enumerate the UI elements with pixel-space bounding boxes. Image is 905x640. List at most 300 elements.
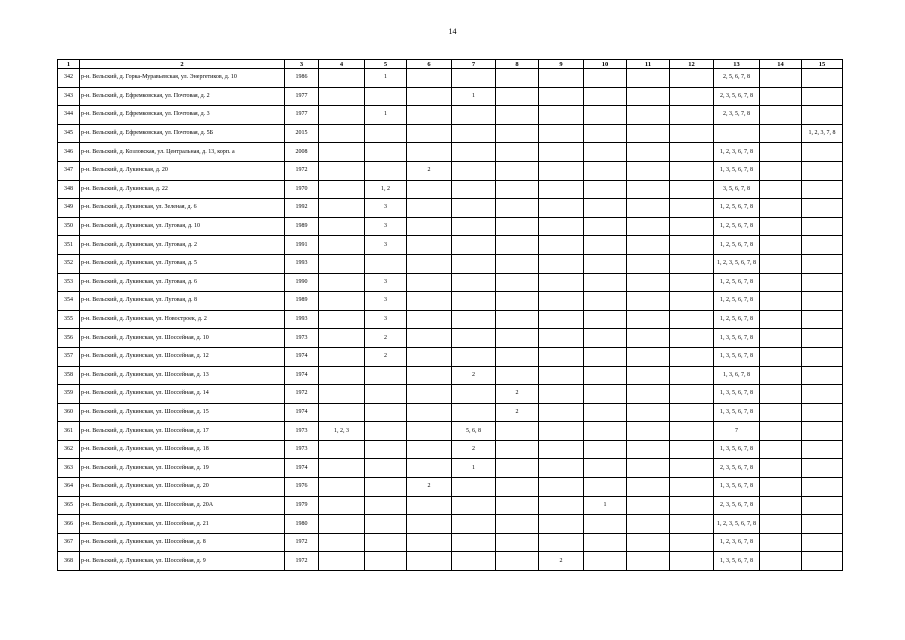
row-number-cell: 366 — [58, 515, 80, 534]
table-cell — [584, 310, 627, 329]
table-cell: 1, 2, 5, 6, 7, 8 — [714, 310, 760, 329]
table-row — [58, 69, 843, 88]
table-cell — [760, 292, 802, 311]
table-cell: 1 — [365, 106, 407, 125]
table-cell — [627, 292, 670, 311]
table-cell: 3 — [365, 292, 407, 311]
table-cell: 1, 3, 6, 7, 8 — [714, 366, 760, 385]
table-cell — [802, 199, 843, 218]
table-cell — [760, 143, 802, 162]
table-cell — [584, 106, 627, 125]
table-cell — [407, 366, 452, 385]
table-cell: 1, 3, 5, 6, 7, 8 — [714, 478, 760, 497]
table-cell: 1 — [452, 87, 496, 106]
table-cell — [760, 403, 802, 422]
table-cell — [539, 440, 584, 459]
row-number-cell: 356 — [58, 329, 80, 348]
table-cell — [319, 106, 365, 125]
column-header: 5 — [365, 60, 407, 69]
table-cell — [407, 552, 452, 571]
table-cell — [365, 161, 407, 180]
table-cell — [452, 403, 496, 422]
table-cell — [452, 254, 496, 273]
row-number-cell: 353 — [58, 273, 80, 292]
table-cell — [496, 180, 539, 199]
table-cell — [496, 143, 539, 162]
table-cell: 1, 2, 5, 6, 7, 8 — [714, 236, 760, 255]
table-cell — [584, 69, 627, 88]
address-cell: р-н. Вельский, д. Лукинская, ул. Новостроек, д. 2 — [80, 310, 285, 329]
table-cell: 2015 — [285, 124, 319, 143]
table-cell — [319, 440, 365, 459]
table-row — [58, 161, 843, 180]
table-cell — [539, 347, 584, 366]
table-cell: 1, 2, 3, 6, 7, 8 — [714, 533, 760, 552]
table-cell: 1, 2, 3, 5, 6, 7, 8 — [714, 254, 760, 273]
table-cell — [539, 385, 584, 404]
table-cell: 1993 — [285, 310, 319, 329]
table-cell — [627, 478, 670, 497]
table-cell: 1976 — [285, 478, 319, 497]
column-header: 2 — [80, 60, 285, 69]
table-cell — [496, 329, 539, 348]
table-cell — [670, 459, 714, 478]
table-cell — [452, 199, 496, 218]
table-cell — [539, 180, 584, 199]
table-cell — [760, 87, 802, 106]
table-cell — [584, 552, 627, 571]
row-number-cell: 357 — [58, 347, 80, 366]
table-cell — [627, 422, 670, 441]
table-cell — [802, 180, 843, 199]
table-cell — [452, 533, 496, 552]
table-cell — [670, 254, 714, 273]
row-number-cell: 364 — [58, 478, 80, 497]
table-row — [58, 440, 843, 459]
table-cell: 1977 — [285, 106, 319, 125]
table-cell — [452, 273, 496, 292]
address-cell: р-н. Вельский, д. Козловская, ул. Центральная, д. 13, корп. а — [80, 143, 285, 162]
table-cell — [584, 180, 627, 199]
table-cell — [627, 515, 670, 534]
table-cell — [365, 422, 407, 441]
column-header: 13 — [714, 60, 760, 69]
table-cell — [365, 403, 407, 422]
table-cell — [584, 366, 627, 385]
table-cell — [452, 347, 496, 366]
table-cell — [539, 478, 584, 497]
table-cell — [539, 329, 584, 348]
table-cell: 3 — [365, 310, 407, 329]
table-cell: 2, 5, 6, 7, 8 — [714, 69, 760, 88]
table-row — [58, 292, 843, 311]
table-cell — [539, 533, 584, 552]
column-header: 6 — [407, 60, 452, 69]
table-cell: 1, 2, 3, 7, 8 — [802, 124, 843, 143]
table-cell — [760, 533, 802, 552]
table-cell — [496, 273, 539, 292]
table-cell — [760, 236, 802, 255]
table-row — [58, 329, 843, 348]
table-cell — [319, 69, 365, 88]
table-row — [58, 459, 843, 478]
table-cell — [670, 329, 714, 348]
table-cell — [670, 347, 714, 366]
table-cell — [760, 440, 802, 459]
table-cell — [539, 161, 584, 180]
table-cell — [365, 366, 407, 385]
table-cell — [407, 459, 452, 478]
table-cell — [452, 515, 496, 534]
table-cell — [319, 310, 365, 329]
table-cell — [802, 459, 843, 478]
address-cell: р-н. Вельский, д. Лукинская, ул. Шоссейная, д. 8 — [80, 533, 285, 552]
table-row — [58, 496, 843, 515]
table-cell — [319, 403, 365, 422]
row-number-cell: 346 — [58, 143, 80, 162]
table-cell — [319, 217, 365, 236]
table-cell: 1973 — [285, 422, 319, 441]
table-cell — [496, 422, 539, 441]
table-cell: 1, 3, 5, 6, 7, 8 — [714, 440, 760, 459]
table-cell: 2 — [496, 385, 539, 404]
table-row — [58, 199, 843, 218]
table-cell — [670, 403, 714, 422]
table-cell: 1989 — [285, 217, 319, 236]
address-cell: р-н. Вельский, д. Ефремковская, ул. Почтовая, д. 3 — [80, 106, 285, 125]
table-cell — [319, 199, 365, 218]
table-cell — [452, 217, 496, 236]
table-cell: 7 — [714, 422, 760, 441]
table-cell — [539, 422, 584, 441]
table-cell — [539, 515, 584, 534]
table-cell: 1974 — [285, 366, 319, 385]
table-cell — [496, 440, 539, 459]
table-cell — [627, 310, 670, 329]
table-body — [58, 69, 843, 571]
table-cell: 1, 2, 3, 6, 7, 8 — [714, 143, 760, 162]
table-cell — [802, 552, 843, 571]
table-cell — [496, 69, 539, 88]
table-row — [58, 106, 843, 125]
table-cell — [627, 217, 670, 236]
table-cell: 2, 3, 5, 6, 7, 8 — [714, 459, 760, 478]
row-number-cell: 354 — [58, 292, 80, 311]
table-row — [58, 180, 843, 199]
table-cell — [496, 106, 539, 125]
column-header: 10 — [584, 60, 627, 69]
table-cell: 1980 — [285, 515, 319, 534]
address-cell: р-н. Вельский, д. Лукинская, ул. Шоссейная, д. 15 — [80, 403, 285, 422]
table-cell — [670, 496, 714, 515]
address-cell: р-н. Вельский, д. Лукинская, ул. Шоссейная, д. 21 — [80, 515, 285, 534]
table-cell — [627, 236, 670, 255]
table-cell — [670, 143, 714, 162]
table-cell — [670, 273, 714, 292]
table-cell — [670, 366, 714, 385]
table-cell: 1 — [584, 496, 627, 515]
table-row — [58, 236, 843, 255]
table-cell: 1991 — [285, 236, 319, 255]
table-cell — [760, 478, 802, 497]
table-cell — [760, 385, 802, 404]
table-cell: 1992 — [285, 199, 319, 218]
row-number-cell: 368 — [58, 552, 80, 571]
address-cell: р-н. Вельский, д. Ефремковская, ул. Почтовая, д. 5Б — [80, 124, 285, 143]
table-cell — [584, 347, 627, 366]
table-cell — [627, 459, 670, 478]
table-cell — [365, 143, 407, 162]
table-cell: 1 — [452, 459, 496, 478]
table-cell — [407, 385, 452, 404]
table-cell — [319, 385, 365, 404]
table-cell: 2 — [407, 478, 452, 497]
table-cell — [802, 515, 843, 534]
column-header: 14 — [760, 60, 802, 69]
table-cell — [319, 273, 365, 292]
table-cell — [539, 106, 584, 125]
table-cell — [407, 69, 452, 88]
table-cell — [319, 292, 365, 311]
table-row — [58, 217, 843, 236]
table-cell: 1, 2, 3 — [319, 422, 365, 441]
table-cell — [802, 478, 843, 497]
table-cell — [802, 87, 843, 106]
table-row — [58, 515, 843, 534]
table-cell — [627, 69, 670, 88]
address-cell: р-н. Вельский, д. Лукинская, ул. Луговая, д. 10 — [80, 217, 285, 236]
table-cell: 1, 2, 3, 5, 6, 7, 8 — [714, 515, 760, 534]
table-cell — [452, 478, 496, 497]
table-cell — [627, 180, 670, 199]
table-cell — [319, 236, 365, 255]
address-cell: р-н. Вельский, д. Лукинская, ул. Шоссейная, д. 19 — [80, 459, 285, 478]
table-row — [58, 552, 843, 571]
table-cell — [584, 161, 627, 180]
table-cell — [584, 292, 627, 311]
table-cell — [584, 533, 627, 552]
table-cell: 2 — [539, 552, 584, 571]
table-cell: 1974 — [285, 347, 319, 366]
address-cell: р-н. Вельский, д. Лукинская, д. 22 — [80, 180, 285, 199]
table-cell — [760, 180, 802, 199]
row-number-cell: 352 — [58, 254, 80, 273]
table-cell: 1, 3, 5, 6, 7, 8 — [714, 161, 760, 180]
table-cell: 3 — [365, 199, 407, 218]
table-cell — [319, 180, 365, 199]
table-cell: 1972 — [285, 552, 319, 571]
table-cell — [407, 143, 452, 162]
column-header: 3 — [285, 60, 319, 69]
table-cell — [496, 459, 539, 478]
table-cell: 1986 — [285, 69, 319, 88]
table-cell — [760, 106, 802, 125]
address-cell: р-н. Вельский, д. Лукинская, ул. Луговая, д. 5 — [80, 254, 285, 273]
table-cell — [365, 478, 407, 497]
table-cell — [452, 310, 496, 329]
table-cell — [496, 496, 539, 515]
table-cell — [584, 254, 627, 273]
table-cell: 1, 2, 5, 6, 7, 8 — [714, 199, 760, 218]
table-cell — [584, 124, 627, 143]
address-cell: р-н. Вельский, д. Лукинская, ул. Шоссейная, д. 12 — [80, 347, 285, 366]
table-cell: 1, 2 — [365, 180, 407, 199]
table-cell — [539, 254, 584, 273]
address-cell: р-н. Вельский, д. Лукинская, ул. Зеленая, д. 6 — [80, 199, 285, 218]
address-cell: р-н. Вельский, д. Лукинская, ул. Шоссейная, д. 20 — [80, 478, 285, 497]
table-cell: 3 — [365, 273, 407, 292]
table-cell — [670, 385, 714, 404]
table-cell — [407, 124, 452, 143]
table-cell — [496, 161, 539, 180]
table-row — [58, 87, 843, 106]
table-cell — [802, 254, 843, 273]
table-cell — [319, 87, 365, 106]
table-cell — [452, 143, 496, 162]
table-cell — [496, 478, 539, 497]
table-cell — [627, 496, 670, 515]
table-cell — [670, 217, 714, 236]
table-cell — [539, 496, 584, 515]
row-number-cell: 345 — [58, 124, 80, 143]
table-cell — [539, 273, 584, 292]
address-cell: р-н. Вельский, д. Горка-Муравьевская, ул. Энергетиков, д. 10 — [80, 69, 285, 88]
table-cell: 2 — [365, 347, 407, 366]
table-cell — [365, 385, 407, 404]
table-cell — [760, 310, 802, 329]
table-cell: 1979 — [285, 496, 319, 515]
table-cell — [407, 236, 452, 255]
table-cell: 1974 — [285, 459, 319, 478]
table-cell — [670, 161, 714, 180]
address-cell: р-н. Вельский, д. Лукинская, ул. Шоссейная, д. 13 — [80, 366, 285, 385]
table-cell — [365, 87, 407, 106]
table-cell — [670, 69, 714, 88]
table-cell — [760, 273, 802, 292]
table-row — [58, 347, 843, 366]
table-cell — [760, 515, 802, 534]
column-header: 12 — [670, 60, 714, 69]
table-cell: 2, 3, 5, 6, 7, 8 — [714, 87, 760, 106]
table-row — [58, 273, 843, 292]
table-cell — [319, 515, 365, 534]
table-cell — [452, 552, 496, 571]
row-number-cell: 351 — [58, 236, 80, 255]
table-cell: 5, 6, 8 — [452, 422, 496, 441]
table-cell — [539, 236, 584, 255]
table-cell — [760, 69, 802, 88]
table-cell — [496, 533, 539, 552]
row-number-cell: 358 — [58, 366, 80, 385]
table-row — [58, 422, 843, 441]
table-cell — [760, 329, 802, 348]
table-cell — [760, 422, 802, 441]
table-cell — [627, 366, 670, 385]
table-cell — [670, 180, 714, 199]
table-cell — [539, 366, 584, 385]
address-cell: р-н. Вельский, д. Лукинская, ул. Шоссейная, д. 10 — [80, 329, 285, 348]
table-cell — [627, 347, 670, 366]
table-cell — [319, 552, 365, 571]
table-cell — [319, 143, 365, 162]
table-cell — [496, 199, 539, 218]
table-cell — [452, 236, 496, 255]
table-cell: 1973 — [285, 440, 319, 459]
table-cell — [319, 124, 365, 143]
table-cell — [407, 310, 452, 329]
table-cell: 1, 3, 5, 6, 7, 8 — [714, 329, 760, 348]
table-cell — [365, 124, 407, 143]
table-cell — [365, 459, 407, 478]
table-cell — [539, 217, 584, 236]
address-cell: р-н. Вельский, д. Лукинская, ул. Луговая, д. 8 — [80, 292, 285, 311]
table-cell — [496, 217, 539, 236]
table-cell — [670, 199, 714, 218]
table-row — [58, 310, 843, 329]
row-number-cell: 365 — [58, 496, 80, 515]
table-cell: 2 — [407, 161, 452, 180]
row-number-cell: 367 — [58, 533, 80, 552]
address-cell: р-н. Вельский, д. Лукинская, д. 20 — [80, 161, 285, 180]
table-cell — [627, 254, 670, 273]
table-cell — [627, 87, 670, 106]
table-cell — [584, 478, 627, 497]
table-cell — [407, 254, 452, 273]
table-cell: 1 — [365, 69, 407, 88]
table-cell — [627, 199, 670, 218]
table-cell — [319, 254, 365, 273]
row-number-cell: 347 — [58, 161, 80, 180]
table-cell — [452, 69, 496, 88]
table-cell — [539, 69, 584, 88]
row-number-cell: 350 — [58, 217, 80, 236]
column-header: 7 — [452, 60, 496, 69]
table-cell — [496, 292, 539, 311]
table-cell — [627, 552, 670, 571]
table-cell — [760, 552, 802, 571]
row-number-cell: 362 — [58, 440, 80, 459]
table-cell — [584, 329, 627, 348]
address-cell: р-н. Вельский, д. Лукинская, ул. Шоссейная, д. 9 — [80, 552, 285, 571]
table-cell — [496, 347, 539, 366]
address-cell: р-н. Вельский, д. Лукинская, ул. Шоссейная, д. 20А — [80, 496, 285, 515]
address-cell: р-н. Вельский, д. Ефремковская, ул. Почтовая, д. 2 — [80, 87, 285, 106]
table-cell: 2008 — [285, 143, 319, 162]
address-cell: р-н. Вельский, д. Лукинская, ул. Шоссейная, д. 17 — [80, 422, 285, 441]
table-cell: 1, 2, 5, 6, 7, 8 — [714, 217, 760, 236]
table-cell — [319, 478, 365, 497]
table-cell — [802, 310, 843, 329]
table-cell: 1989 — [285, 292, 319, 311]
table-cell: 1973 — [285, 329, 319, 348]
table-cell — [584, 143, 627, 162]
table-cell — [584, 459, 627, 478]
table-cell — [802, 292, 843, 311]
table-cell — [539, 459, 584, 478]
table-cell — [496, 254, 539, 273]
table-cell — [627, 273, 670, 292]
table-cell — [802, 236, 843, 255]
table-cell — [407, 292, 452, 311]
table-cell — [365, 496, 407, 515]
table-cell — [407, 180, 452, 199]
row-number-cell: 359 — [58, 385, 80, 404]
table-cell — [714, 124, 760, 143]
table-cell — [584, 217, 627, 236]
table-cell — [496, 310, 539, 329]
table-cell — [584, 440, 627, 459]
table-cell — [627, 106, 670, 125]
